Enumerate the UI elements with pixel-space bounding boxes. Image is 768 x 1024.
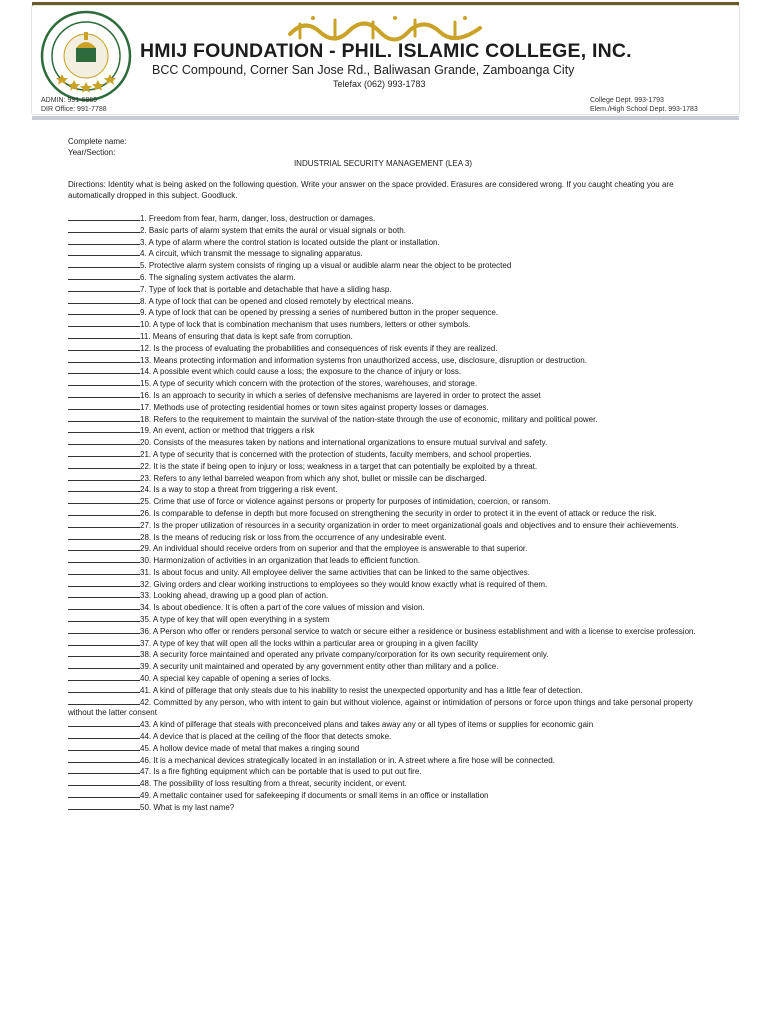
question-text: 20. Consists of the measures taken by nations and international organizations to ensure mutual survival and safety. <box>140 438 548 448</box>
answer-blank[interactable] <box>68 260 140 268</box>
answer-blank[interactable] <box>68 248 140 256</box>
answer-blank[interactable] <box>68 296 140 304</box>
answer-blank[interactable] <box>68 484 140 492</box>
question-item <box>68 473 698 485</box>
answer-blank[interactable] <box>68 532 140 540</box>
question-text: 16. Is an approach to security in which a series of defensive mechanisms are layered in order to protect the asset <box>140 390 541 400</box>
question-item <box>68 719 698 731</box>
question-text: 29. An individual should receive orders from on superior and that the employee is answerable to that superior. <box>140 544 528 554</box>
question-text: 23. Refers to any lethal barreled weapon from which any shot, bullet or missile can be discharged. <box>140 473 487 483</box>
answer-blank[interactable] <box>68 743 140 751</box>
answer-blank[interactable] <box>68 661 140 669</box>
contact-elem-hs-dept: Elem./High School Dept. 993-1783 <box>590 105 698 113</box>
question-item <box>68 484 698 496</box>
question-item <box>68 743 698 755</box>
question-text: 9. A type of lock that can be opened by pressing a series of numbered button in the proper sequence. <box>140 308 499 318</box>
answer-blank[interactable] <box>68 461 140 469</box>
answer-blank[interactable] <box>68 473 140 481</box>
question-item <box>68 260 698 272</box>
answer-blank[interactable] <box>68 496 140 504</box>
question-text: 41. A kind of pilferage that only steals due to his inability to resist the unexpected opportunity and has a little fear of detection. <box>140 685 583 695</box>
question-item <box>68 414 698 426</box>
answer-blank[interactable] <box>68 638 140 646</box>
question-text: 17. Methods use of protecting residential homes or town sites against property losses or damages. <box>140 402 489 412</box>
question-text: 39. A security unit maintained and operated by any government entity other than military and a police. <box>140 662 499 672</box>
question-item <box>68 248 698 260</box>
answer-blank[interactable] <box>68 673 140 681</box>
answer-blank[interactable] <box>68 272 140 280</box>
answer-blank[interactable] <box>68 602 140 610</box>
question-text: 8. A type of lock that can be opened and closed remotely by electrical means. <box>140 296 414 306</box>
question-text: 7. Type of lock that is portable and detachable that have a sliding hasp. <box>140 284 392 294</box>
answer-blank[interactable] <box>68 449 140 457</box>
question-text: 35. A type of key that will open everything in a system <box>140 615 330 625</box>
answer-blank[interactable] <box>68 579 140 587</box>
contact-college-dept: College Dept. 993-1793 <box>590 97 664 104</box>
answer-blank[interactable] <box>68 590 140 598</box>
question-text: 38. A security force maintained and operated any private company/corporation for its own security requirement only. <box>140 650 549 660</box>
answer-blank[interactable] <box>68 284 140 292</box>
letterhead <box>0 0 768 120</box>
question-text: 12. Is the process of evaluating the probabilities and consequences of risk events if they are realized. <box>140 343 498 353</box>
question-item <box>68 366 698 378</box>
question-text: 44. A device that is placed at the ceiling of the floor that detects smoke. <box>140 732 392 742</box>
question-text: 31. Is about focus and unity. All employee deliver the same activities that can be linked to the same objectives. <box>140 567 530 577</box>
question-text: 47. Is a fire fighting equipment which can be portable that is used to put out fire. <box>140 767 422 777</box>
answer-blank[interactable] <box>68 390 140 398</box>
question-item <box>68 802 698 814</box>
question-text: 19. An event, action or method that triggers a risk <box>140 426 315 436</box>
question-text: 32. Giving orders and clear working instructions to employees so they would know exactly what is required of them. <box>140 579 548 589</box>
question-item <box>68 731 698 743</box>
exam-directions: Directions: Identity what is being asked on the following question. Write your answer on the space provided. Erasures are considered wrong. If you caught cheating you are automatically dropped in this subject. Goodluck. <box>68 180 674 201</box>
question-text: 30. Harmonization of activities in an organization that leads to efficient function. <box>140 556 421 566</box>
answer-blank[interactable] <box>68 213 140 221</box>
question-text: 13. Means protecting information and information systems fron unauthorized access, use, disclosure, disruption or destruction. <box>140 355 587 365</box>
answer-blank[interactable] <box>68 790 140 798</box>
question-item <box>68 461 698 473</box>
question-item <box>68 390 698 402</box>
question-item <box>68 579 698 591</box>
question-item <box>68 437 698 449</box>
question-text: 26. Is comparable to defense in depth but more focused on strengthening the security in order to protect it in the event of attack or reduce the risk. <box>140 508 657 518</box>
question-item <box>68 778 698 790</box>
question-text: 18. Refers to the requirement to maintain the survival of the nation-state through the use of economic, military and political power. <box>140 414 598 424</box>
answer-blank[interactable] <box>68 520 140 528</box>
question-item <box>68 496 698 508</box>
letterhead-bottom-rule <box>32 116 739 120</box>
answer-blank[interactable] <box>68 402 140 410</box>
question-text: 50. What is my last name? <box>140 802 235 812</box>
question-text: 49. A mettalic container used for safekeeping if documents or small items in an office or installation <box>140 791 489 801</box>
question-item <box>68 685 698 697</box>
contacts-right <box>590 97 698 114</box>
question-text: 22. It is the state if being open to injury or loss; weakness in a target that can potentially be exploited by a threat. <box>140 461 538 471</box>
question-item <box>68 532 698 544</box>
organization-name: HMIJ FOUNDATION - PHIL. ISLAMIC COLLEGE, INC. <box>140 40 632 62</box>
answer-blank[interactable] <box>68 319 140 327</box>
question-text: 1. Freedom from fear, harm, danger, loss, destruction or damages. <box>140 213 376 223</box>
answer-blank[interactable] <box>68 508 140 516</box>
question-text: 28. Is the means of reducing risk or loss from the occurrence of any undesirable event. <box>140 532 447 542</box>
question-item <box>68 402 698 414</box>
question-text: 43. A kind of pilferage that steals with preconceived plans and takes away any or all types of items or supplies for economic gain <box>140 720 594 730</box>
question-item <box>68 590 698 602</box>
question-text: 3. A type of alarm where the control station is located outside the plant or installation. <box>140 237 440 247</box>
answer-blank[interactable] <box>68 719 140 727</box>
question-item <box>68 237 698 249</box>
question-item <box>68 284 698 296</box>
contacts-left <box>41 97 107 114</box>
question-text: 5. Protective alarm system consists of ringing up a visual or audible alarm near the object to be protected <box>140 261 512 271</box>
question-text: 25. Crime that use of force or violence against persons or property for purposes of intimidation, coercion, or ransom. <box>140 497 551 507</box>
answer-blank[interactable] <box>68 778 140 786</box>
answer-blank[interactable] <box>68 555 140 563</box>
question-item <box>68 543 698 555</box>
question-item <box>68 520 698 532</box>
answer-blank[interactable] <box>68 437 140 445</box>
question-item <box>68 673 698 685</box>
answer-blank[interactable] <box>68 307 140 315</box>
answer-blank[interactable] <box>68 697 140 705</box>
question-item <box>68 449 698 461</box>
answer-blank[interactable] <box>68 802 140 810</box>
question-text: 45. A hollow device made of metal that makes a ringing sound <box>140 743 360 753</box>
question-item <box>68 508 698 520</box>
question-text: 24. Is a way to stop a threat from triggering a risk event. <box>140 485 338 495</box>
question-item <box>68 331 698 343</box>
question-item <box>68 213 698 225</box>
question-text: 15. A type of security which concern with the protection of the stores, warehouses, and storage. <box>140 379 478 389</box>
question-text: 33. Looking ahead, drawing up a good plan of action. <box>140 591 329 601</box>
contact-dir-office: DIR Office: 991-7788 <box>41 105 107 113</box>
answer-blank[interactable] <box>68 225 140 233</box>
answer-blank[interactable] <box>68 378 140 386</box>
question-text: 10. A type of lock that is combination mechanism that uses numbers, letters or other symbols. <box>140 320 471 330</box>
answer-blank[interactable] <box>68 425 140 433</box>
answer-blank[interactable] <box>68 685 140 693</box>
contact-admin: ADMIN: 991-6869 <box>41 97 98 104</box>
question-item <box>68 626 698 638</box>
question-text: 21. A type of security that is concerned with the protection of students, faculty members, and school properties. <box>140 449 532 459</box>
answer-blank[interactable] <box>68 237 140 245</box>
answer-blank[interactable] <box>68 766 140 774</box>
question-item <box>68 661 698 673</box>
question-text: 37. A type of key that will open all the locks within a particular area or grouping in a given facility <box>140 638 478 648</box>
question-item <box>68 343 698 355</box>
answer-blank[interactable] <box>68 567 140 575</box>
answer-blank[interactable] <box>68 755 140 763</box>
answer-blank[interactable] <box>68 649 140 657</box>
question-text: 11. Means of ensuring that data is kept safe from corruption. <box>140 331 353 341</box>
question-text: 46. It is a mechanical devices strategically located in an installation or in. A street where a fire hose will be connected. <box>140 755 555 765</box>
answer-blank[interactable] <box>68 343 140 351</box>
question-item <box>68 697 698 720</box>
exam-title: INDUSTRIAL SECURITY MANAGEMENT (LEA 3) <box>293 158 473 168</box>
answer-blank[interactable] <box>68 355 140 363</box>
question-item <box>68 319 698 331</box>
question-item <box>68 555 698 567</box>
question-item <box>68 602 698 614</box>
question-text: 14. A possible event which could cause a loss; the exposure to the chance of injury or loss. <box>140 367 462 377</box>
question-item <box>68 790 698 802</box>
question-text: 34. Is about obedience. It is often a part of the core values of mission and vision. <box>140 603 425 613</box>
question-item <box>68 378 698 390</box>
question-item <box>68 766 698 778</box>
exam-content <box>68 137 698 814</box>
question-item <box>68 755 698 767</box>
answer-blank[interactable] <box>68 331 140 339</box>
answer-blank[interactable] <box>68 414 140 422</box>
answer-blank[interactable] <box>68 614 140 622</box>
year-section-label: Year/Section: <box>68 147 116 157</box>
question-text: 2. Basic parts of alarm system that emits the aural or visual signals or both. <box>140 225 406 235</box>
question-item <box>68 296 698 308</box>
answer-blank[interactable] <box>68 366 140 374</box>
question-list <box>68 213 698 814</box>
question-item <box>68 567 698 579</box>
question-text: 6. The signaling system activates the alarm. <box>140 272 296 282</box>
answer-blank[interactable] <box>68 626 140 634</box>
answer-blank[interactable] <box>68 731 140 739</box>
answer-blank[interactable] <box>68 543 140 551</box>
question-item <box>68 649 698 661</box>
organization-address: BCC Compound, Corner San Jose Rd., Baliwasan Grande, Zamboanga City <box>152 63 575 77</box>
question-item <box>68 272 698 284</box>
arabic-calligraphy-logo <box>285 12 485 42</box>
question-item <box>68 225 698 237</box>
question-item <box>68 614 698 626</box>
question-text: 40. A special key capable of opening a series of locks. <box>140 674 332 684</box>
organization-telefax: Telefax (062) 993-1783 <box>333 79 426 89</box>
question-item <box>68 355 698 367</box>
question-item <box>68 638 698 650</box>
question-text: 42. Committed by any person, who with intent to gain but without violence, against or intimidation of persons or force upon things and take personal property without the latter consent <box>68 697 693 718</box>
question-item <box>68 307 698 319</box>
question-text: 27. Is the proper utilization of resources in a security organization in order to meet organizational goals and objectives and to ensure their achievements. <box>140 520 679 530</box>
question-text: 48. The possibility of loss resulting from a threat, security incident, or event. <box>140 779 407 789</box>
question-text: 4. A circuit, which transmit the message to signaling apparatus. <box>140 249 363 259</box>
question-text: 36. A Person who offer or renders personal service to watch or secure either a residence or business establishment and with a license to exercise profession. <box>140 626 696 636</box>
complete-name-label: Complete name: <box>68 137 127 146</box>
question-item <box>68 425 698 437</box>
foundation-seal-logo <box>40 10 132 102</box>
